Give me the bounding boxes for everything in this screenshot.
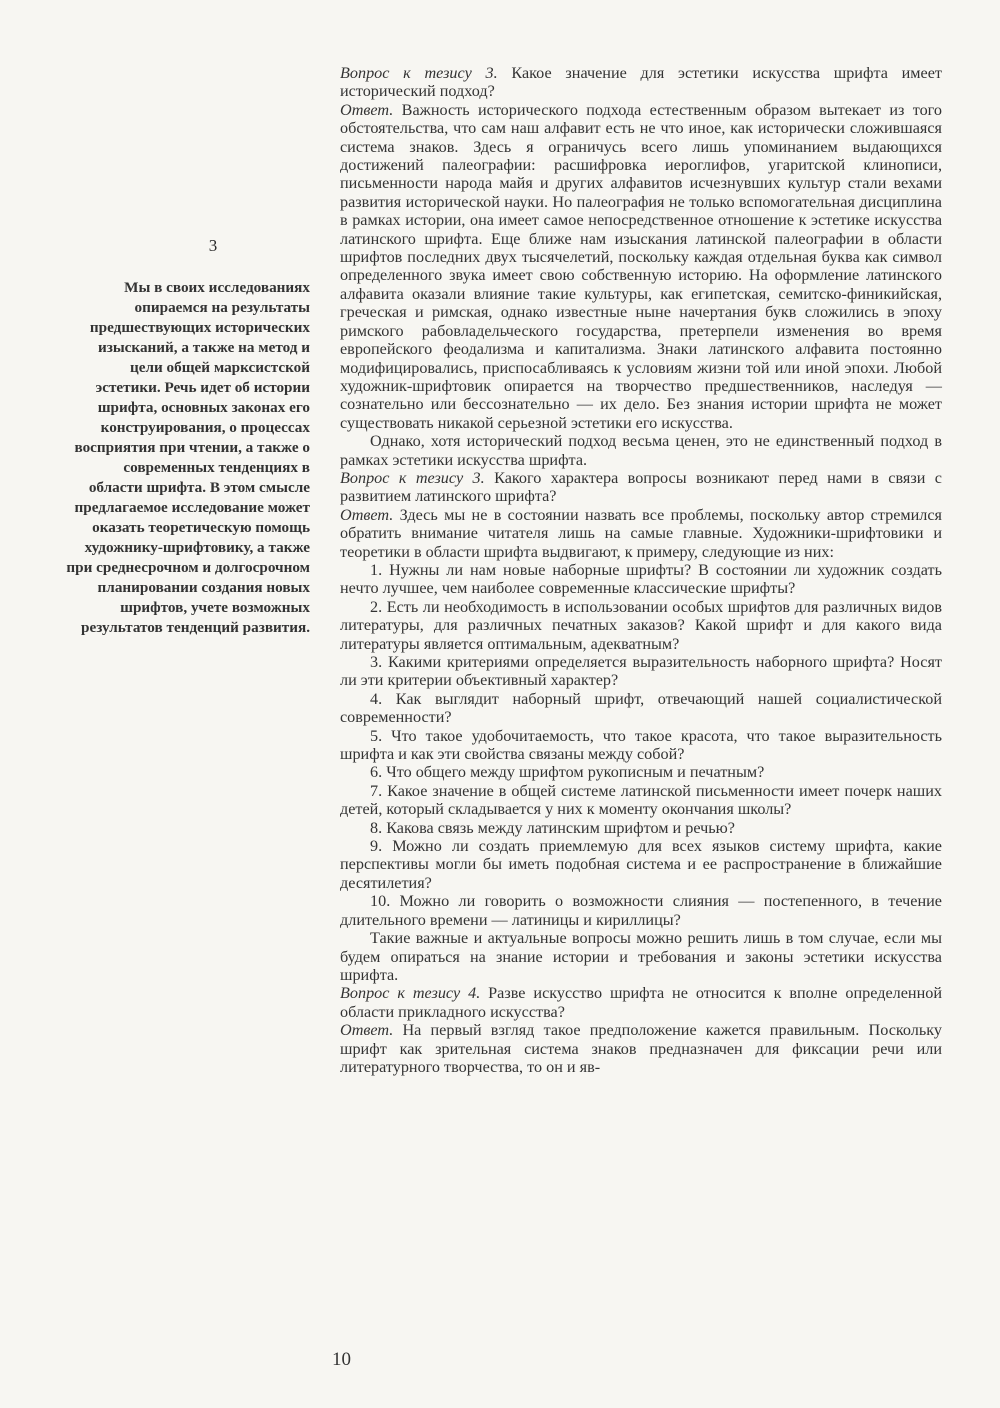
answer-label: Ответ.	[340, 505, 394, 524]
question-thesis-4	[340, 984, 942, 1021]
list-item: 2. Есть ли необходимость в использовании особых шрифтов для различных видов литературы, для различных печатных заказов? Какой шрифт и для какого вида литературы является оптимальным, адекватным?	[340, 597, 942, 653]
answer-applied-art	[340, 1021, 942, 1076]
list-item: 10. Можно ли говорить о возможности слияния — постепенного, в течение длительного времени — латиницы и кириллицы?	[340, 892, 942, 929]
question-label: Вопрос к тезису 3.	[340, 64, 498, 82]
question-thesis-3-historical	[340, 64, 942, 101]
margin-note-number: 3	[208, 236, 218, 255]
answer-historical	[340, 101, 942, 432]
answer-text: Важность исторического подхода естественным образом вытекает из того обстоятельства, что сам наш алфавит есть не что иное, как исторически сложившаяся система знаков. Здесь я ограничусь всего лишь упоминанием выдающихся достижений палеографии: расшифровка иероглифов, угаритской клинописи, письменности народа майя и других алфавитов исчезнувших культур стали вехами развития исторической науки. Но палеография не только вспомогательная дисциплина в рамках истории, она имеет самое непосредственное отношение к эстетике искусства латинского шрифта. Еще ближе нам изыскания латинской палеографии в области шрифтов последних двух тысячелетий, поскольку каждая отдельная буква как символ определенного звука имеет свою собственную историю. На оформление латинского алфавита оказали влияние такие культуры, как египетская, семитско-финикийская, греческая и римская, однако известные ныне начертания букв сложились в эпоху римского рабовладельческого государства, претерпели изменения во время европейского феодализма и капитализма. Знаки латинского алфавита постоянно модифицировались, приспосабливаясь к условиям жизни той или иной эпохи. Любой художник-шрифтовик опирается на творчество предшественников, наследуя — сознательно или бессознательно — их дело. Без знания истории шрифта не может существовать никакой серьезной эстетики его искусства.	[340, 100, 942, 432]
question-text: Какое значение для эстетики искусства шрифта имеет исторический подход?	[340, 64, 942, 101]
margin-note	[66, 236, 310, 638]
question-label: Вопрос к тезису 3.	[340, 468, 485, 487]
list-item: 8. Какова связь между латинским шрифтом и речью?	[370, 818, 735, 837]
answer-label: Ответ.	[340, 1021, 394, 1040]
question-text: Какого характера вопросы возникают перед нами в связи с развитием латинского шрифта?	[340, 468, 942, 506]
list-item: 7. Какое значение в общей системе латинской письменности имеет почерк наших детей, который складывается у них к моменту окончания школы?	[340, 781, 942, 819]
page-number: 10	[332, 1349, 351, 1370]
conclusion-paragraph: Такие важные и актуальные вопросы можно решить лишь в том случае, если мы будем опираться на знание истории и требования и законы эстетики искусства шрифта.	[340, 929, 942, 984]
margin-note-text: Мы в своих исследованиях опираемся на результаты предшествующих исторических изысканий, а также на метод и цели общей марксистской эстетики. Речь идет об истории шрифта, основных законах его конструирования, о процессах восприятия при чтении, а также о современных тенденциях в области шрифта. В этом смысле предлагаемое исследование может оказать теоретическую помощь художнику-шрифтовику, а также при среднесрочном и долгосрочном планировании создания новых шрифтов, учете возможных результатов тенденций развития.	[66, 279, 310, 636]
list-item: 1. Нужны ли нам новые наборные шрифты? В состоянии ли художник создать нечто лучшее, чем наиболее современные классические шрифты?	[340, 560, 942, 598]
question-thesis-3-latin	[340, 469, 942, 506]
main-text-column	[340, 64, 942, 1076]
list-item: 9. Можно ли создать приемлемую для всех языков систему шрифта, какие перспективы могли бы иметь подобная система и ее распространение в ближайшие десятилетия?	[340, 837, 942, 892]
answer-historical-tail: Однако, хотя исторический подход весьма ценен, это не единственный подход в рамках эстетики искусства шрифта.	[340, 432, 942, 469]
answer-label: Ответ.	[340, 100, 394, 119]
list-item: 5. Что такое удобочитаемость, что такое красота, что такое выразительность шрифта и как эти свойства связаны между собой?	[340, 726, 942, 764]
list-item: 6. Что общего между шрифтом рукописным и печатным?	[370, 763, 765, 782]
list-item: 3. Какими критериями определяется выразительность наборного шрифта? Носят ли эти критерии объективный характер?	[340, 653, 942, 690]
question-label: Вопрос к тезису 4.	[340, 984, 481, 1003]
question-text: Разве искусство шрифта не относится к вполне определенной области прикладного искусства?	[340, 984, 942, 1021]
answer-latin	[340, 506, 942, 561]
answer-text: Здесь мы не в состоянии назвать все проблемы, поскольку автор стремился обратить внимание читателя лишь на самые главные. Художники-шрифтовики и теоретики в области шрифта выдвигают, к примеру, следующие из них:	[340, 505, 942, 561]
list-item: 4. Как выглядит наборный шрифт, отвечающий нашей социалистической современности?	[340, 689, 942, 727]
answer-text: На первый взгляд такое предположение кажется правильным. Поскольку шрифт как зрительная система знаков предназначен для фиксации речи или литературного творчества, то он и яв-	[340, 1021, 942, 1076]
